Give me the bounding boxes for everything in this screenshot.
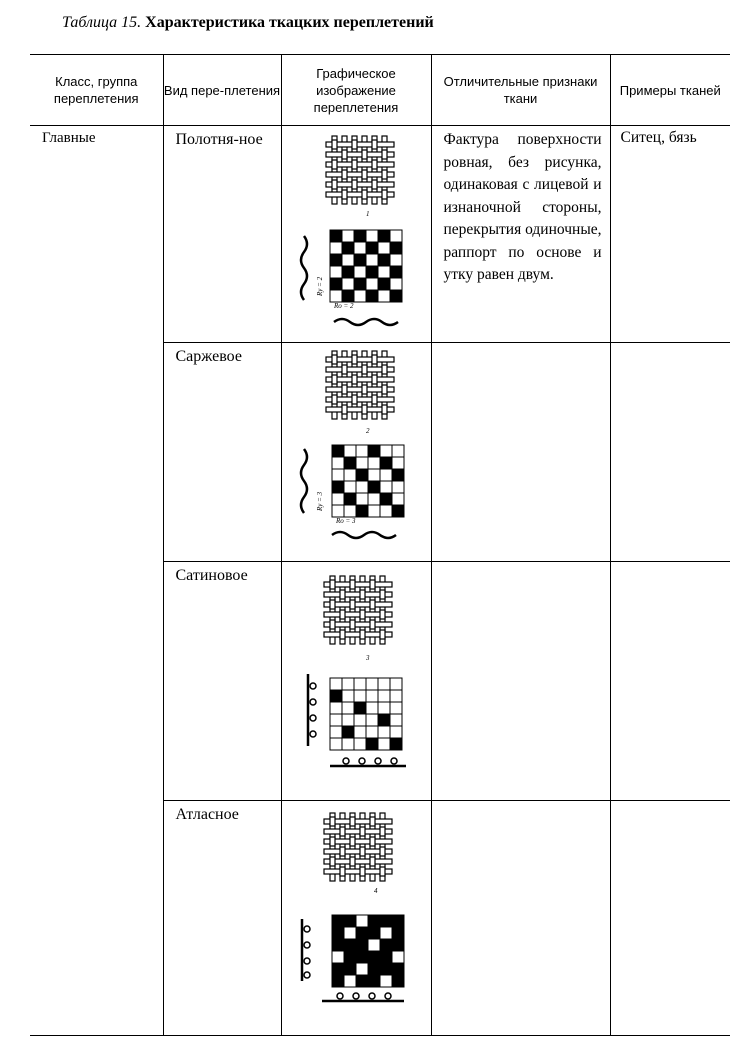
grid-cell [330, 290, 342, 302]
warp-overlap [382, 385, 387, 394]
grid-cell [342, 726, 354, 738]
warp-profile-icon [330, 758, 406, 766]
kind-cell: Саржевое [163, 343, 281, 562]
grid-cell [344, 493, 356, 505]
warp-overlap [352, 395, 357, 404]
rapport-weft-label: Rу = 2 [315, 276, 324, 296]
grid-cell [366, 726, 378, 738]
warp-overlap [372, 375, 377, 384]
warp-overlap [360, 847, 365, 856]
grid-cell [392, 915, 404, 927]
grid-cell [390, 278, 402, 290]
grid-cell [366, 678, 378, 690]
weave-lattice-icon [326, 351, 394, 419]
grid-cell [330, 702, 342, 714]
grid-cell [342, 678, 354, 690]
grid-cell [356, 493, 368, 505]
weft-profile-icon [308, 674, 316, 746]
class-cell: Главные [30, 126, 163, 1036]
grid-cell [330, 254, 342, 266]
grid-cell [390, 690, 402, 702]
warp-overlap [350, 620, 355, 629]
grid-cell [356, 975, 368, 987]
warp-overlap [360, 610, 365, 619]
grid-cell [366, 714, 378, 726]
warp-overlap [382, 405, 387, 414]
warp-overlap [330, 837, 335, 846]
grid-cell [392, 951, 404, 963]
examples-cell [610, 801, 730, 1036]
grid-cell [342, 702, 354, 714]
grid-cell [380, 975, 392, 987]
grid-cell [380, 445, 392, 457]
rapport-warp-label: Rо = 2 [333, 302, 353, 310]
grid-cell [332, 975, 344, 987]
grid-cell [392, 927, 404, 939]
weft-profile-icon [301, 236, 307, 300]
grid-cell [378, 254, 390, 266]
warp-overlap [370, 600, 375, 609]
grid-cell [332, 951, 344, 963]
warp-overlap [382, 170, 387, 179]
grid-cell [368, 445, 380, 457]
warp-overlap [352, 160, 357, 169]
features-cell [431, 801, 610, 1036]
grid-cell [356, 927, 368, 939]
rapport-weft-label: Rу = 3 [315, 491, 324, 511]
grid-cell [332, 469, 344, 481]
weave-lattice-icon [324, 813, 392, 881]
grid-cell [332, 927, 344, 939]
grid-cell [342, 278, 354, 290]
warp-overlap [382, 150, 387, 159]
warp-overlap [330, 580, 335, 589]
grid-cell [356, 445, 368, 457]
warp-overlap [332, 180, 337, 189]
figure-number: 4 [373, 887, 377, 895]
graphic-cell [281, 343, 431, 562]
warp-overlap [380, 867, 385, 876]
grid-cell [378, 738, 390, 750]
grid-cell [392, 457, 404, 469]
twill-weave-figure [282, 343, 432, 561]
grid-cell [344, 927, 356, 939]
grid-cell [380, 493, 392, 505]
grid-cell [368, 951, 380, 963]
grid-cell [368, 915, 380, 927]
figure-number: 3 [365, 654, 369, 662]
grid-cell [366, 690, 378, 702]
graphic-cell [281, 126, 431, 343]
grid-cell [366, 702, 378, 714]
grid-cell [368, 457, 380, 469]
grid-cell [330, 278, 342, 290]
weave-table [30, 54, 730, 1036]
warp-overlap [350, 580, 355, 589]
grid-cell [332, 457, 344, 469]
header-class-group: Класс, группа переплетения [30, 55, 163, 126]
grid-cell [330, 714, 342, 726]
grid-cell [354, 726, 366, 738]
grid-cell [344, 505, 356, 517]
grid-cell [380, 927, 392, 939]
warp-overlap [340, 827, 345, 836]
weave-grid-icon [330, 230, 402, 302]
warp-overlap [362, 150, 367, 159]
grid-cell [356, 481, 368, 493]
grid-cell [390, 738, 402, 750]
grid-cell [330, 678, 342, 690]
weft-profile-icon [301, 449, 307, 513]
warp-overlap [372, 180, 377, 189]
plain-weave-figure [282, 126, 432, 342]
warp-overlap [372, 140, 377, 149]
grid-cell [392, 975, 404, 987]
header-kind: Вид пере-плетения [163, 55, 281, 126]
warp-overlap [330, 600, 335, 609]
warp-overlap [380, 847, 385, 856]
grid-cell [366, 266, 378, 278]
grid-cell [368, 481, 380, 493]
grid-cell [378, 678, 390, 690]
grid-cell [354, 738, 366, 750]
figure-number: 1 [365, 210, 369, 218]
grid-cell [392, 505, 404, 517]
grid-cell [392, 493, 404, 505]
warp-overlap [370, 580, 375, 589]
weave-grid-icon [332, 445, 404, 517]
grid-cell [344, 951, 356, 963]
warp-overlap [360, 590, 365, 599]
grid-cell [330, 738, 342, 750]
grid-cell [344, 939, 356, 951]
header-examples: Примеры тканей [610, 55, 730, 126]
warp-overlap [350, 817, 355, 826]
warp-overlap [360, 630, 365, 639]
grid-cell [354, 230, 366, 242]
table-row [30, 126, 730, 343]
grid-cell [380, 469, 392, 481]
grid-cell [378, 702, 390, 714]
grid-cell [366, 242, 378, 254]
warp-overlap [332, 395, 337, 404]
warp-overlap [350, 600, 355, 609]
graphic-cell [281, 562, 431, 801]
warp-overlap [330, 817, 335, 826]
grid-cell [330, 230, 342, 242]
grid-cell [356, 457, 368, 469]
grid-cell [342, 290, 354, 302]
grid-cell [368, 963, 380, 975]
grid-cell [356, 915, 368, 927]
warp-overlap [372, 395, 377, 404]
grid-cell [332, 445, 344, 457]
grid-cell [356, 469, 368, 481]
warp-overlap [362, 385, 367, 394]
warp-overlap [380, 827, 385, 836]
warp-overlap [340, 867, 345, 876]
warp-overlap [342, 150, 347, 159]
warp-overlap [372, 160, 377, 169]
grid-cell [356, 505, 368, 517]
grid-cell [344, 481, 356, 493]
warp-overlap [332, 375, 337, 384]
table-caption [62, 14, 434, 32]
warp-overlap [342, 385, 347, 394]
grid-cell [380, 939, 392, 951]
grid-cell [356, 963, 368, 975]
grid-cell [330, 266, 342, 278]
grid-cell [390, 266, 402, 278]
warp-overlap [380, 630, 385, 639]
grid-cell [344, 457, 356, 469]
warp-overlap [362, 405, 367, 414]
grid-cell [378, 230, 390, 242]
warp-overlap [340, 610, 345, 619]
grid-cell [392, 469, 404, 481]
grid-cell [344, 975, 356, 987]
grid-cell [342, 254, 354, 266]
header-features: Отличительные признаки ткани [431, 55, 610, 126]
grid-cell [354, 714, 366, 726]
warp-overlap [352, 375, 357, 384]
grid-cell [344, 963, 356, 975]
grid-cell [378, 278, 390, 290]
grid-cell [330, 726, 342, 738]
grid-cell [392, 939, 404, 951]
grid-cell [392, 445, 404, 457]
grid-cell [344, 915, 356, 927]
examples-cell: Ситец, бязь [610, 126, 730, 343]
examples-cell [610, 343, 730, 562]
warp-overlap [360, 867, 365, 876]
grid-cell [378, 242, 390, 254]
grid-cell [390, 230, 402, 242]
warp-overlap [330, 857, 335, 866]
grid-cell [366, 230, 378, 242]
grid-cell [390, 290, 402, 302]
warp-overlap [362, 170, 367, 179]
warp-overlap [370, 857, 375, 866]
grid-cell [380, 951, 392, 963]
rapport-warp-label: Rо = 3 [335, 517, 355, 525]
warp-overlap [370, 620, 375, 629]
warp-overlap [352, 140, 357, 149]
grid-cell [344, 445, 356, 457]
caption-title: Характеристика ткацких переплетений [145, 14, 434, 31]
weave-lattice-icon [324, 576, 392, 644]
grid-cell [366, 290, 378, 302]
grid-cell [366, 254, 378, 266]
grid-cell [354, 690, 366, 702]
graphic-cell [281, 801, 431, 1036]
grid-cell [368, 927, 380, 939]
grid-cell [332, 939, 344, 951]
grid-cell [366, 278, 378, 290]
grid-cell [380, 915, 392, 927]
grid-cell [344, 469, 356, 481]
warp-overlap [332, 355, 337, 364]
grid-cell [378, 266, 390, 278]
grid-cell [330, 242, 342, 254]
grid-cell [330, 690, 342, 702]
warp-profile-icon [334, 319, 398, 325]
warp-overlap [340, 630, 345, 639]
header-graphic: Графическое изображение переплетения [281, 55, 431, 126]
weave-grid-icon [330, 678, 402, 750]
grid-cell [354, 290, 366, 302]
grid-cell [332, 505, 344, 517]
grid-cell [390, 254, 402, 266]
grid-cell [332, 493, 344, 505]
grid-cell [354, 702, 366, 714]
warp-overlap [382, 190, 387, 199]
grid-cell [356, 951, 368, 963]
grid-cell [342, 714, 354, 726]
warp-overlap [372, 355, 377, 364]
grid-cell [390, 242, 402, 254]
warp-overlap [380, 610, 385, 619]
warp-overlap [330, 620, 335, 629]
grid-cell [342, 690, 354, 702]
features-cell [431, 562, 610, 801]
warp-overlap [342, 405, 347, 414]
caption-label: Таблица 15. [62, 14, 142, 31]
grid-cell [368, 975, 380, 987]
grid-cell [342, 230, 354, 242]
grid-cell [342, 242, 354, 254]
grid-cell [368, 505, 380, 517]
warp-overlap [352, 355, 357, 364]
grid-cell [342, 266, 354, 278]
weave-grid-icon [332, 915, 404, 987]
grid-cell [332, 915, 344, 927]
atlas-weave-figure [282, 801, 432, 1035]
grid-cell [378, 726, 390, 738]
warp-overlap [370, 817, 375, 826]
warp-profile-icon [322, 993, 404, 1001]
grid-cell [368, 469, 380, 481]
warp-overlap [342, 365, 347, 374]
warp-overlap [382, 365, 387, 374]
grid-cell [368, 493, 380, 505]
warp-overlap [362, 365, 367, 374]
warp-overlap [342, 170, 347, 179]
header-row [30, 55, 730, 126]
satin-weave-figure [282, 562, 432, 800]
kind-cell: Сатиновое [163, 562, 281, 801]
figure-number: 2 [365, 427, 369, 435]
weave-lattice-icon [326, 136, 394, 204]
grid-cell [342, 738, 354, 750]
grid-cell [390, 678, 402, 690]
grid-cell [380, 481, 392, 493]
warp-overlap [380, 590, 385, 599]
warp-overlap [340, 847, 345, 856]
grid-cell [392, 963, 404, 975]
warp-overlap [342, 190, 347, 199]
grid-cell [380, 457, 392, 469]
grid-cell [380, 505, 392, 517]
kind-cell: Атласное [163, 801, 281, 1036]
weft-profile-icon [302, 919, 310, 981]
warp-overlap [350, 837, 355, 846]
grid-cell [354, 266, 366, 278]
warp-overlap [332, 140, 337, 149]
warp-overlap [370, 837, 375, 846]
warp-overlap [360, 827, 365, 836]
warp-overlap [352, 180, 357, 189]
warp-overlap [332, 160, 337, 169]
grid-cell [332, 963, 344, 975]
grid-cell [390, 726, 402, 738]
kind-cell: Полотня-ное [163, 126, 281, 343]
grid-cell [354, 278, 366, 290]
warp-overlap [340, 590, 345, 599]
grid-cell [380, 963, 392, 975]
features-cell: Фактура поверхности ровная, без рисунка, одинаковая с лицевой и изнаночной стороны, перекрытия одиночные, раппорт по основе и утку равен двум. [431, 126, 610, 343]
warp-overlap [362, 190, 367, 199]
examples-cell [610, 562, 730, 801]
grid-cell [354, 678, 366, 690]
grid-cell [390, 702, 402, 714]
grid-cell [390, 714, 402, 726]
grid-cell [378, 714, 390, 726]
grid-cell [378, 290, 390, 302]
grid-cell [392, 481, 404, 493]
grid-cell [354, 254, 366, 266]
warp-profile-icon [332, 532, 396, 538]
grid-cell [354, 242, 366, 254]
warp-overlap [350, 857, 355, 866]
grid-cell [366, 738, 378, 750]
features-cell [431, 343, 610, 562]
grid-cell [332, 481, 344, 493]
grid-cell [378, 690, 390, 702]
grid-cell [368, 939, 380, 951]
grid-cell [356, 939, 368, 951]
